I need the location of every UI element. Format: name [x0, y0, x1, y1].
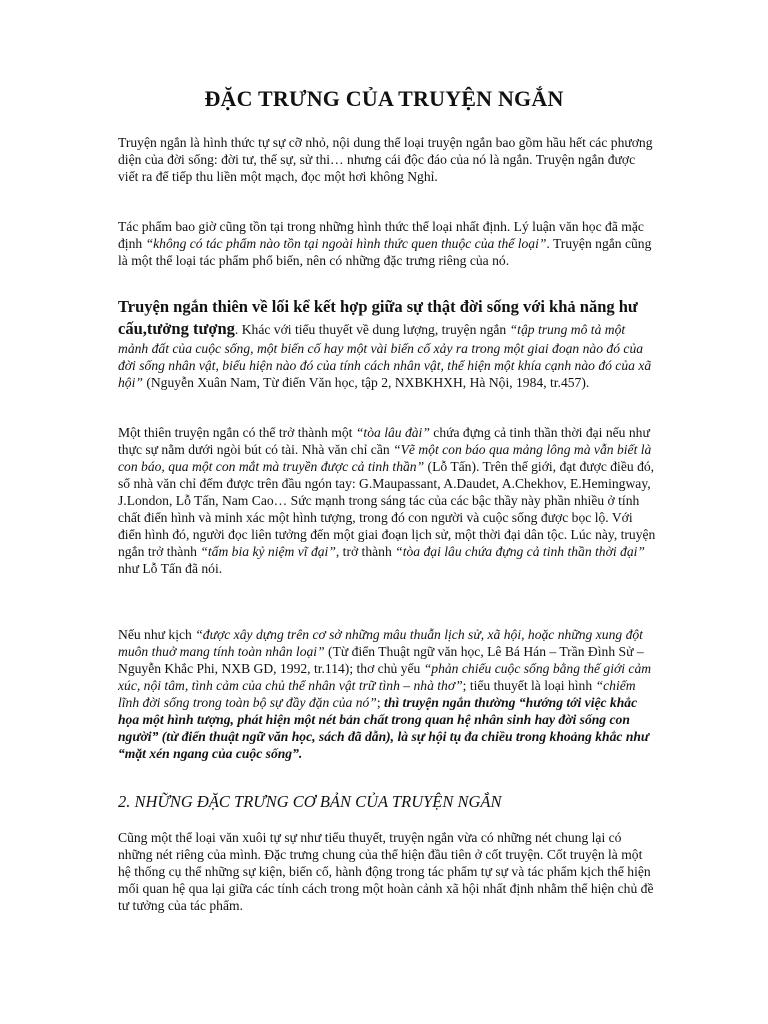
text-run: ;: [376, 695, 385, 710]
section-heading: 2. NHỮNG ĐẶC TRƯNG CƠ BẢN CỦA TRUYỆN NGẮN: [118, 792, 502, 811]
italic-quote: “chiếm lĩnh đời sống trong toàn bộ sự đầy đặn của nó”: [118, 678, 636, 710]
text-run: Nếu như kịch: [118, 627, 196, 642]
lead-sentence: Truyện ngắn thiên về lối kể kết hợp giữa sự thật đời sống với khả năng hư cấu,tưởng tượng: [118, 297, 638, 338]
paragraph-masters: [118, 424, 658, 577]
text-run: ; tiểu thuyết là loại hình: [462, 678, 596, 693]
italic-quote: “Vẽ một con báo qua mảng lông mà vẫn biết là con báo, qua một con mắt mà truyền được cả tinh thần”: [118, 442, 652, 474]
italic-quote: “phản chiếu cuộc sống bằng thế giới cảm xúc, nội tâm, tình cảm của chủ thể nhân vật trữ tình – nhà thơ”: [118, 661, 652, 693]
italic-quote: “tập trung mô tả một mảnh đất của cuộc sống, một biến cố hay một vài biến cố xảy ra trong một giai đoạn nào đó của đời sống nhân vật, biểu hiện nào đó của tính cách nhân vật, thể hiện một khía cạnh nào đó của xã hội”: [118, 322, 652, 390]
text-run: . Khác với tiểu thuyết về dung lượng, truyện ngắn: [234, 322, 510, 337]
text-run: chứa đựng cả tinh thần thời đại nếu như thực sự nằm dưới ngòi bút có tài. Nhà văn chỉ cần: [118, 425, 650, 457]
text-run: (Từ điển Thuật ngữ văn học, Lê Bá Hán – Trần Đình Sử – Nguyễn Khắc Phi, NXB GD, 1992, tr.114); thơ chủ yếu: [118, 644, 644, 676]
text-run: Truyện ngắn là hình thức tự sự cỡ nhỏ, nội dung thể loại truyện ngắn bao gồm hầu hết các phương diện của đời sống: đời tư, thế sự, sử thi… nhưng cái độc đáo của nó là ngắn. Truyện ngắn được viết ra để tiếp thu liền một mạch, đọc một hơi không Nghỉ.: [118, 135, 653, 184]
bold-italic-statement: thì truyện ngắn thường “hướng tới việc khắc họa một hình tượng, phát hiện một nét bản chất trong quan hệ nhân sinh hay đời sống con người” (từ điển thuật ngữ văn học, sách đã dẫn), là sự hội tụ đa chiều trong khoảng khắc như “mặt xén ngang của cuộc sống”.: [118, 695, 650, 761]
text-run: (Nguyễn Xuân Nam, Từ điển Văn học, tập 2, NXBKHXH, Hà Nội, 1984, tr.457).: [142, 375, 590, 390]
paragraph-fiction-reality: [118, 296, 658, 391]
italic-quote: “tòa lâu đài”: [355, 425, 430, 440]
text-run: Cũng một thể loại văn xuôi tự sự như tiểu thuyết, truyện ngắn vừa có những nét chung lại có những nét riêng của mình. Đặc trưng chung của thể hiện đầu tiên ở cốt truyện. Cốt truyện là một hệ thống cụ thể những sự kiện, biến cố, hành động trong tác phẩm tự sự và tác phẩm kịch thể hiện mối quan hệ qua lại giữa các tính cách trong một hoàn cảnh xã hội nhất định nhằm thể hiện chủ đề tư tưởng của tác phẩm.: [118, 830, 654, 913]
document-title: ĐẶC TRƯNG CỦA TRUYỆN NGẮN: [204, 86, 564, 111]
italic-quote: “tòa đại lâu chứa đựng cả tinh thần thời đại”: [395, 544, 645, 559]
text-run: như Lỗ Tấn đã nói.: [118, 561, 223, 576]
italic-quote: “tấm bia kỷ niệm vĩ đại”: [200, 544, 336, 559]
text-run: . Truyện ngắn cũng là một thể loại tác phẩm phổ biến, nên có những đặc trưng riêng của nó.: [118, 236, 652, 268]
paragraph-intro: [118, 134, 658, 185]
text-run: , trở thành: [335, 544, 396, 559]
text-run: Một thiên truyện ngắn có thể trở thành một: [118, 425, 356, 440]
paragraph-comparison: [118, 626, 658, 762]
paragraph-plot: [118, 829, 658, 914]
italic-quote: “không có tác phẩm nào tồn tại ngoài hình thức quen thuộc của thể loại”: [145, 236, 547, 251]
paragraph-genre-form: [118, 218, 658, 269]
italic-quote: “được xây dựng trên cơ sở những mâu thuẫn lịch sử, xã hội, hoặc những xung đột muôn thuở mang tính toàn nhân loại”: [118, 627, 643, 659]
text-run: (Lỗ Tấn). Trên thế giới, đạt được điều đó, số nhà văn chỉ đếm được trên đầu ngón tay: G.Maupassant, A.Daudet, A.Chekhov, E.Hemingway, J.London, Lỗ Tấn, Nam Cao… Sức mạnh trong sáng tác của các bậc thầy này phần nhiều ở tính chất điển hình và minh xác một hình tượng, trong đó con người và cuộc sống được bọc lộ. Với điển hình đó, người đọc liên tưởng đến một giai đoạn lịch sử, một thời đại dân tộc. Lúc này, truyện ngắn trở thành: [118, 459, 656, 559]
text-run: Tác phẩm bao giờ cũng tồn tại trong những hình thức thể loại nhất định. Lý luận văn học đã mặc định: [118, 219, 644, 251]
